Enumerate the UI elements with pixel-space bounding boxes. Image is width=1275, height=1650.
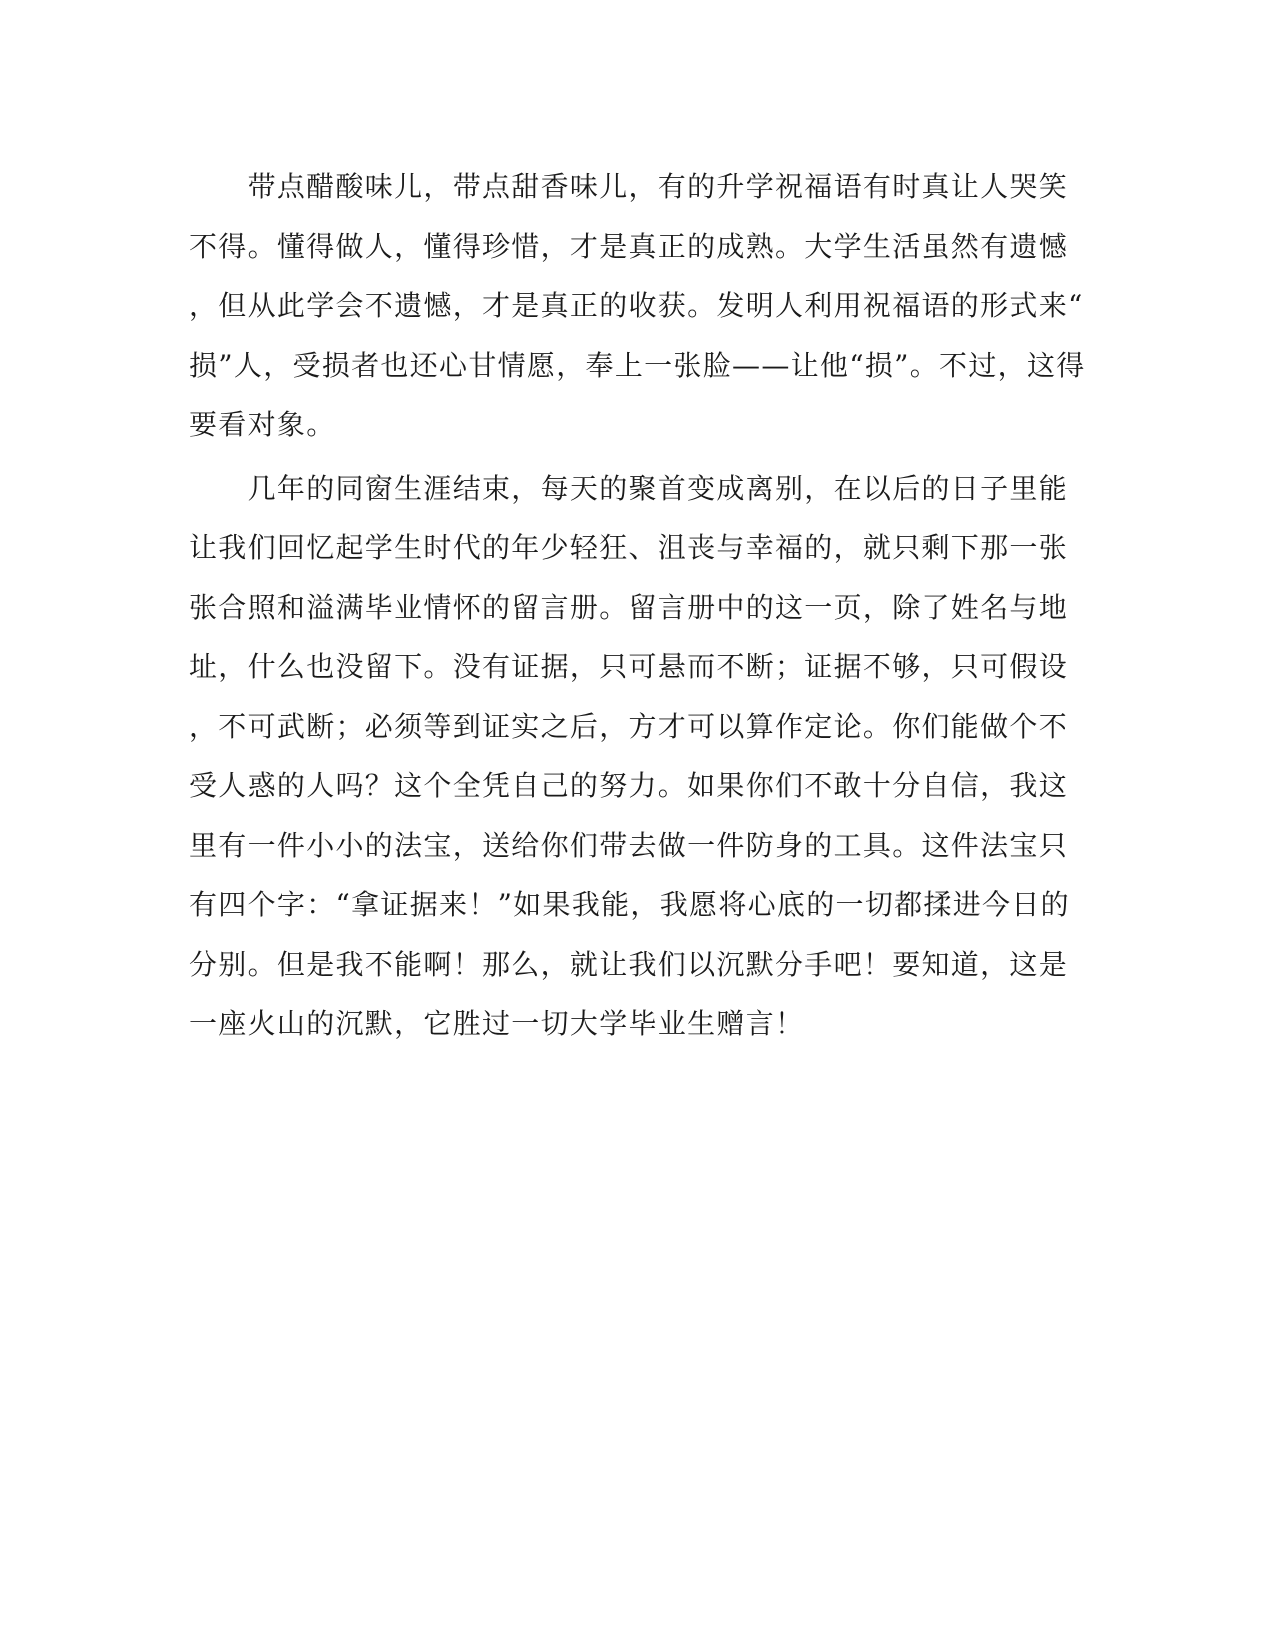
text-line: 带点醋酸味儿，带点甜香味儿，有的升学祝福语有时真让人哭笑 <box>189 170 1069 203</box>
text-line: 有四个字：“拿证据来！”如果我能，我愿将心底的一切都揉进今日的 <box>189 888 1070 921</box>
text-line: 不得。懂得做人，懂得珍惜，才是真正的成熟。大学生活虽然有遗憾 <box>189 229 1069 263</box>
paragraph-2 <box>189 459 1069 1054</box>
paragraph-1 <box>189 157 1086 455</box>
text-line: 要看对象。 <box>189 408 336 441</box>
body-text <box>189 157 1086 1054</box>
text-line: 里有一件小小的法宝，送给你们带去做一件防身的工具。这件法宝只 <box>189 828 1069 862</box>
text-line: ，但从此学会不遗憾，才是真正的收获。发明人利用祝福语的形式来“ <box>189 289 1084 322</box>
text-line: 几年的同窗生涯结束，每天的聚首变成离别，在以后的日子里能 <box>189 471 1069 505</box>
text-line: 分别。但是我不能啊！那么，就让我们以沉默分手吧！要知道，这是 <box>189 947 1069 981</box>
text-line: 张合照和溢满毕业情怀的留言册。留言册中的这一页，除了姓名与地 <box>189 590 1069 624</box>
text-line: 受人惑的人吗？这个全凭自己的努力。如果你们不敢十分自信，我这 <box>189 769 1069 802</box>
text-line: 让我们回忆起学生时代的年少轻狂、沮丧与幸福的，就只剩下那一张 <box>189 531 1069 564</box>
text-line: 损”人，受损者也还心甘情愿，奉上一张脸——让他“损”。不过，这得 <box>189 348 1086 382</box>
text-line: ，不可武断；必须等到证实之后，方才可以算作定论。你们能做个不 <box>189 709 1069 743</box>
text-line: 一座火山的沉默，它胜过一切大学毕业生赠言！ <box>189 1007 805 1040</box>
text-line: 址，什么也没留下。没有证据，只可悬而不断；证据不够，只可假设 <box>189 650 1069 683</box>
